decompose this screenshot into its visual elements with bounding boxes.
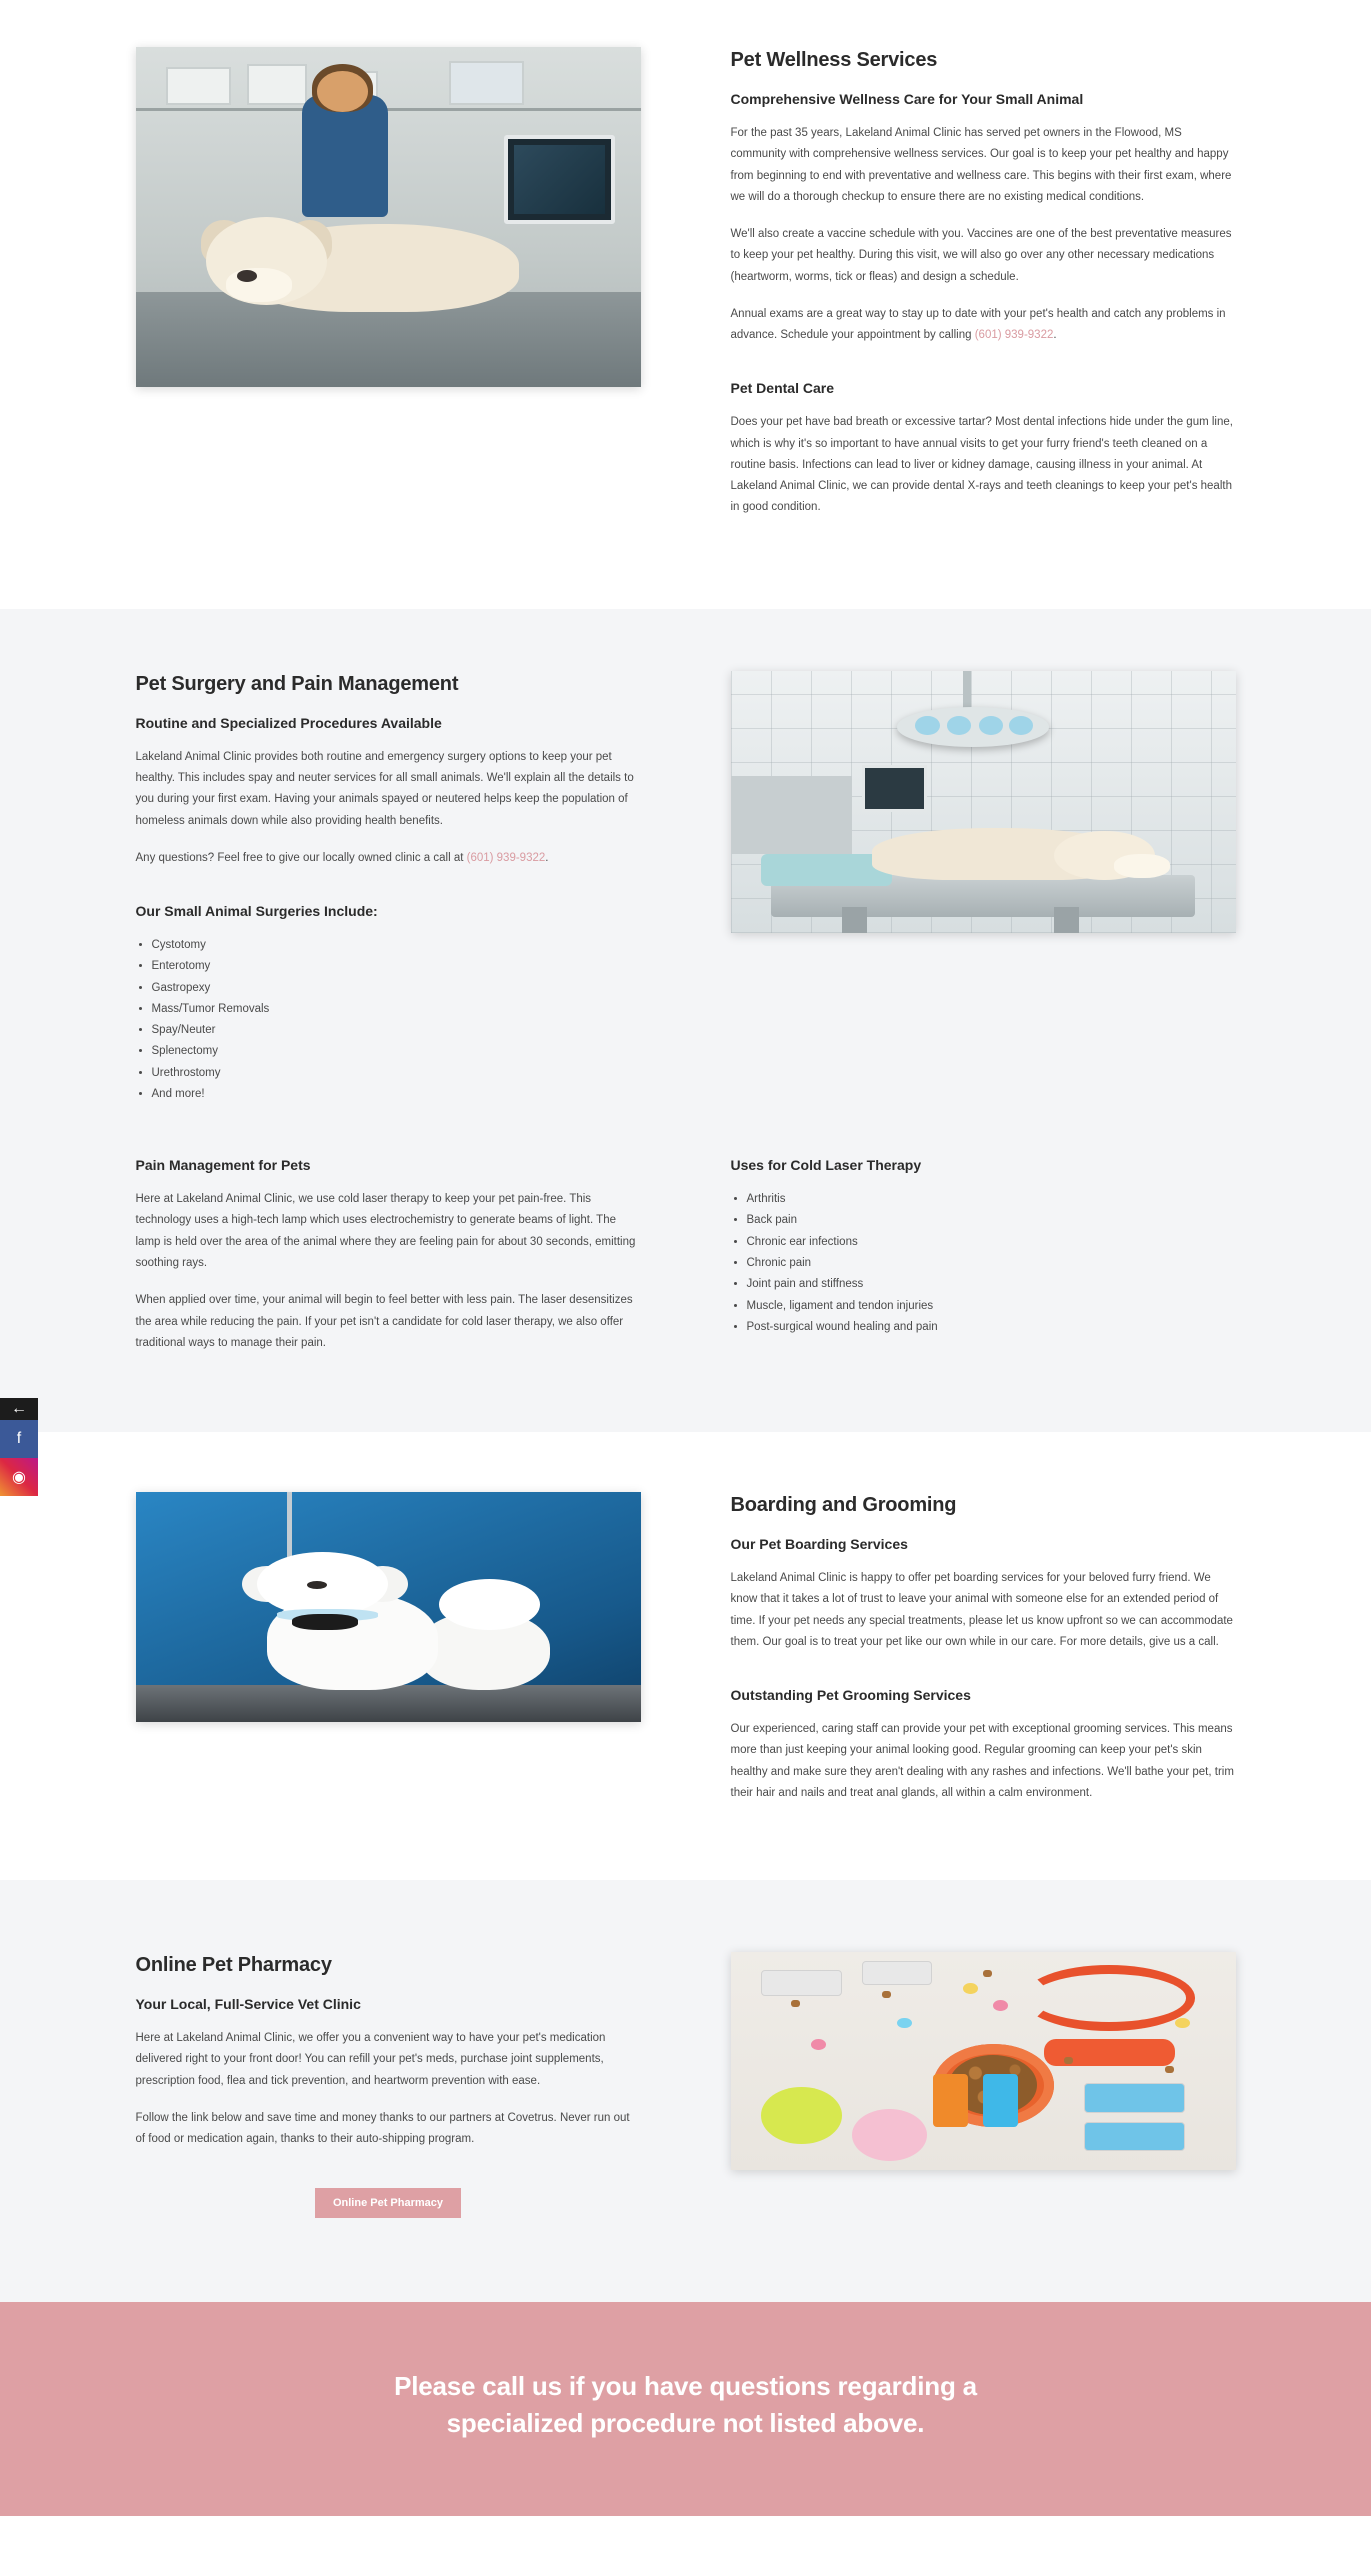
groomed-bichon-frise-dogs-photo (136, 1492, 641, 1722)
grooming-paragraph: Our experienced, caring staff can provide your pet with exceptional grooming services. This means more than just keeping your animal looking good. Regular grooming can keep your pet's skin healthy and make sure they aren't dealing with any rashes and infections. We'll bathe your pet, trim their hair and nails and treat anal glands, all within a calm environment. (730, 1723, 1234, 1799)
list-item: • Splenectomy (152, 1041, 641, 1062)
section-pet-wellness (0, 0, 1371, 609)
surgery-image-column (731, 671, 1236, 933)
grooming-title: Outstanding Pet Grooming Services (730, 1687, 971, 1704)
list-item: • Gastropexy (152, 978, 641, 999)
veterinary-surgery-room-dog-photo (731, 671, 1236, 933)
pain-management-paragraph-1: Here at Lakeland Animal Clinic, we use cold laser therapy to keep your pet pain-free. This technology uses a high-tech lamp which uses electrochemistry to generate beams of light. The lamp is held over the area of the animal where they are feeling pain for about 30 seconds, emitting soothing rays. (135, 1193, 636, 1269)
surgery-paragraph-2-before: Any questions? Feel free to give our locally owned clinic a call at (135, 851, 467, 864)
pharmacy-paragraph-2: Follow the link below and save time and money thanks to our partners at Covetrus. Never run out of food or medication again, thanks to their auto-shipping program. (135, 2111, 630, 2146)
veterinarian-ultrasound-dog-photo (136, 47, 641, 387)
pain-management-column (136, 1157, 641, 1354)
list-item: • And more! (152, 1084, 641, 1105)
surgery-paragraph-2 (136, 848, 641, 869)
call-us-heading (20, 2368, 1351, 2442)
wellness-paragraph-2: We'll also create a vaccine schedule with you. Vaccines are one of the best preventative measures to keep your pet healthy. During this visit, we will also go over any other necessary medications (heartworm, worms, tick or fleas) and design a schedule. (730, 228, 1232, 283)
surgeries-list-title: Our Small Animal Surgeries Include: (135, 903, 378, 920)
pharmacy-title: Online Pet Pharmacy (135, 1954, 332, 1977)
pharmacy-subtitle: Your Local, Full-Service Vet Clinic (135, 1996, 361, 2013)
dental-care-paragraph: Does your pet have bad breath or excessive tartar? Most dental infections hide under the gum line, which is why it's so important to have annual visits to get your furry friend's teeth cleaned on a routine basis. Infections can lead to liver or kidney damage, causing illness in your animal. At Lakeland Animal Clinic, we can provide dental X-rays and teeth cleanings to keep your pet's health in good condition. (730, 416, 1233, 514)
wellness-paragraph-1: For the past 35 years, Lakeland Animal Clinic has served pet owners in the Flowood, MS community with comprehensive wellness services. Our goal is to keep your pet healthy and happy from beginning to end with preventative and wellness care. This begins with their first exam, where we will do a thorough checkup to ensure there are no existing medical conditions. (730, 127, 1232, 203)
pain-management-title: Pain Management for Pets (135, 1157, 311, 1174)
pharmacy-button-wrap (136, 2188, 641, 2218)
wellness-paragraph-3 (731, 304, 1236, 347)
cold-laser-title: Uses for Cold Laser Therapy (730, 1157, 922, 1174)
surgery-text-column (136, 671, 641, 1105)
list-item: • Muscle, ligament and tendon injuries (747, 1296, 1236, 1317)
wellness-paragraph-3-after: . (1053, 329, 1057, 342)
wellness-paragraph-3-before: Annual exams are a great way to stay up to date with your pet's health and catch any problems in advance. Schedule your appointment by calling (730, 307, 1226, 342)
call-us-line-1: Please call us if you have questions regarding a (394, 2371, 977, 2402)
back-to-top-icon[interactable]: ← (0, 1398, 38, 1420)
list-item: • Chronic pain (747, 1253, 1236, 1274)
list-item: • Arthritis (747, 1189, 1236, 1210)
list-item: • Joint pain and stiffness (747, 1274, 1236, 1295)
call-us-banner (0, 2302, 1371, 2516)
surgery-paragraph-1: Lakeland Animal Clinic provides both routine and emergency surgery options to keep your pet healthy. This includes spay and neuter services for all small animals. We'll explain all the details to you during your first exam. Having your animals spayed or neutered helps keep the population of homeless animals down while also providing health benefits. (135, 750, 634, 827)
boarding-paragraph-1: Lakeland Animal Clinic is happy to offer pet boarding services for your beloved furry friend. We know that it takes a lot of trust to leave your animal with someone else for an extended period of time. If your pet needs any special treatments, please let us know upfront so we can accommodate them. Our goal is to treat your pet like our own while in our care. For more details, give us a call. (730, 1572, 1233, 1648)
list-item: • Urethrostomy (152, 1063, 641, 1084)
dental-care-title: Pet Dental Care (730, 380, 834, 397)
section-online-pharmacy (0, 1880, 1371, 2302)
surgeries-list (136, 935, 641, 1105)
list-item: • Cystotomy (152, 935, 641, 956)
facebook-icon[interactable]: f (0, 1420, 38, 1458)
pain-management-paragraph-2: When applied over time, your animal will begin to feel better with less pain. The laser desensitizes the area while reducing the pain. If your pet isn't a candidate for cold laser therapy, we also offer traditional ways to manage their pain. (135, 1294, 633, 1349)
wellness-image-column (136, 47, 641, 387)
surgery-subtitle: Routine and Specialized Procedures Available (135, 714, 442, 731)
boarding-image-column (136, 1492, 641, 1722)
cold-laser-list (731, 1189, 1236, 1338)
online-pet-pharmacy-button[interactable]: Online Pet Pharmacy (315, 2188, 461, 2218)
boarding-subtitle: Our Pet Boarding Services (730, 1536, 908, 1553)
list-item: • Back pain (747, 1210, 1236, 1231)
pet-medication-supplies-flatlay-photo (731, 1952, 1236, 2170)
wellness-subtitle: Comprehensive Wellness Care for Your Small Animal (730, 91, 1084, 107)
list-item: • Mass/Tumor Removals (152, 999, 641, 1020)
boarding-title: Boarding and Grooming (730, 1494, 957, 1517)
list-item: • Spay/Neuter (152, 1020, 641, 1041)
boarding-text-column (731, 1492, 1236, 1804)
pharmacy-paragraph-1: Here at Lakeland Animal Clinic, we offer you a convenient way to have your pet's medication delivered right to your front door! You can refill your pet's meds, purchase joint supplements, prescription food, flea and tick prevention, and heartworm prevention with ease. (135, 2032, 606, 2087)
pharmacy-image-column (731, 1952, 1236, 2170)
list-item: • Chronic ear infections (747, 1232, 1236, 1253)
section-pet-surgery (0, 609, 1371, 1432)
list-item: • Enterotomy (152, 956, 641, 977)
section-boarding-grooming (0, 1432, 1371, 1880)
surgery-title: Pet Surgery and Pain Management (135, 672, 459, 695)
social-rail (0, 1398, 38, 1496)
phone-link-surgery[interactable]: (601) 939-9322 (466, 851, 546, 864)
list-item: • Post-surgical wound healing and pain (747, 1317, 1236, 1338)
pharmacy-text-column (136, 1952, 641, 2218)
phone-link-wellness[interactable]: (601) 939-9322 (974, 329, 1054, 342)
call-us-line-2: specialized procedure not listed above. (446, 2408, 925, 2439)
surgery-paragraph-2-after: . (545, 851, 549, 864)
instagram-icon[interactable]: ◉ (0, 1458, 38, 1496)
page-title: Pet Wellness Services (730, 49, 938, 71)
cold-laser-column (731, 1157, 1236, 1338)
wellness-text-column (731, 47, 1236, 519)
